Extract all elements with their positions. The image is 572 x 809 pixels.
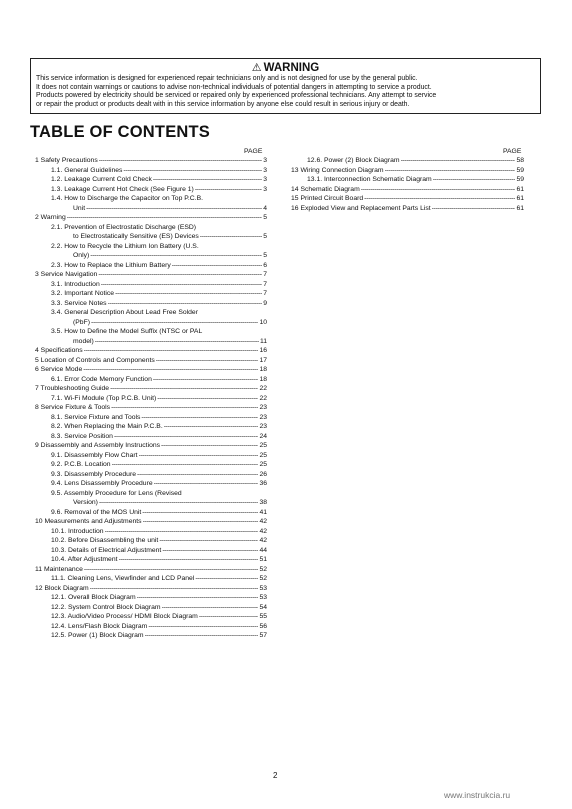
- toc-entry-page: 51: [259, 556, 267, 563]
- toc-entry-title: 8.3. Service Position: [51, 432, 113, 440]
- toc-entry[interactable]: [35, 384, 267, 394]
- toc-entry-leader: [115, 289, 262, 299]
- toc-entry[interactable]: [35, 280, 267, 290]
- toc-entry[interactable]: [291, 166, 524, 176]
- toc-entry[interactable]: [35, 413, 267, 423]
- toc-entry[interactable]: [35, 403, 267, 413]
- toc-entry[interactable]: [35, 251, 267, 261]
- toc-entry-leader: [84, 346, 259, 356]
- toc-entry[interactable]: [35, 631, 267, 641]
- toc-entry-leader: [172, 261, 262, 271]
- toc-entry[interactable]: [35, 365, 267, 375]
- toc-entry-leader: [145, 631, 259, 641]
- toc-entry[interactable]: [35, 346, 267, 356]
- toc-entry-page: 52: [259, 575, 267, 582]
- toc-entry[interactable]: [35, 337, 267, 347]
- toc-entry-title: 3.5. How to Define the Model Suffix (NTSC or PAL: [51, 328, 203, 335]
- toc-entry[interactable]: [291, 185, 524, 195]
- toc-entry[interactable]: [291, 194, 524, 204]
- toc-entry-title: 3.3. Service Notes: [51, 299, 107, 307]
- toc-entry[interactable]: [35, 565, 267, 575]
- toc-entry-title: 9.4. Lens Disassembly Procedure: [51, 480, 153, 487]
- warning-triangle-icon: ⚠: [251, 62, 262, 74]
- toc-entry-title: 3.4. General Description About Lead Free Solder: [51, 309, 198, 316]
- toc-entry-page: 61: [516, 195, 524, 202]
- toc-entry-leader: [432, 204, 516, 214]
- toc-entry-leader: [90, 251, 262, 261]
- toc-entry-title: (PbF): [73, 318, 90, 326]
- toc-entry[interactable]: [35, 175, 267, 185]
- toc-entry[interactable]: [291, 204, 524, 214]
- toc-entry-page: 22: [259, 385, 267, 392]
- toc-entry-leader: [164, 422, 259, 432]
- toc-entry-title: to Electrostatically Sensitive (ES) Devices: [73, 233, 199, 240]
- toc-entry[interactable]: [35, 394, 267, 404]
- toc-entry-title: 15 Printed Circuit Board: [291, 195, 364, 202]
- toc-entry-page: 41: [259, 508, 267, 516]
- toc-entry-title: 16 Exploded View and Replacement Parts List: [291, 204, 431, 212]
- toc-entry-page: 5: [263, 233, 267, 240]
- toc-entry-page: 3: [263, 166, 267, 174]
- toc-entry-title: 8.1. Service Fixture and Tools: [51, 413, 141, 421]
- toc-heading: TABLE OF CONTENTS: [30, 123, 211, 141]
- toc-entry-page: 36: [259, 480, 267, 487]
- toc-entry-title: 13.1. Interconnection Schematic Diagram: [307, 176, 432, 183]
- toc-entry-title: 4 Specifications: [35, 347, 83, 354]
- toc-entry-leader: [110, 384, 258, 394]
- toc-entry-page: 59: [516, 166, 524, 174]
- toc-entry-title: Unit: [73, 204, 86, 212]
- toc-entry-title: 10.2. Before Disassembling the unit: [51, 537, 159, 544]
- toc-entry-leader: [139, 451, 259, 461]
- toc-entry[interactable]: [35, 517, 267, 527]
- toc-entry[interactable]: [35, 612, 267, 622]
- toc-entry-leader: [161, 441, 258, 451]
- toc-entry[interactable]: [35, 422, 267, 432]
- warning-title: WARNING: [263, 62, 320, 74]
- toc-entry-title: 11.1. Cleaning Lens, Viewfinder and LCD Panel: [51, 575, 195, 582]
- toc-entry[interactable]: [35, 242, 267, 252]
- toc-entry-page: 53: [259, 584, 267, 592]
- toc-entry[interactable]: [35, 270, 267, 280]
- toc-entry-title: 7.1. Wi-Fi Module (Top P.C.B. Unit): [51, 394, 157, 402]
- toc-entry-leader: [98, 270, 262, 280]
- toc-entry-page: 44: [259, 546, 267, 554]
- toc-entry-leader: [119, 555, 259, 565]
- warning-title-row: [36, 62, 535, 75]
- toc-column-left: [35, 156, 267, 641]
- toc-entry-leader: [200, 232, 262, 242]
- toc-entry-page: 38: [259, 499, 267, 506]
- toc-entry-leader: [95, 337, 259, 347]
- toc-entry-page: 25: [259, 461, 267, 468]
- toc-entry-title: 9.6. Removal of the MOS Unit: [51, 508, 142, 516]
- toc-entry[interactable]: [35, 574, 267, 584]
- toc-entry-leader: [156, 356, 259, 366]
- toc-entry[interactable]: [35, 536, 267, 546]
- toc-entry-page: 9: [263, 299, 267, 307]
- toc-entry-leader: [162, 603, 259, 613]
- toc-entry-page: 57: [259, 632, 267, 639]
- toc-entry-leader: [84, 565, 259, 575]
- toc-entry-title: 14 Schematic Diagram: [291, 185, 360, 193]
- toc-entry-page: 58: [516, 157, 524, 164]
- toc-entry[interactable]: [291, 156, 524, 166]
- toc-entry[interactable]: [35, 289, 267, 299]
- warning-line-3: Products powered by electricity should be serviced or repaired only by experienced professional technicians. Any attempt to service: [36, 92, 437, 100]
- toc-entry-title: 10.3. Details of Electrical Adjustment: [51, 546, 162, 554]
- toc-entry-leader: [99, 156, 263, 166]
- toc-entry-title: 9.2. P.C.B. Location: [51, 461, 111, 468]
- toc-entry-page: 18: [259, 375, 267, 383]
- toc-entry-page: 56: [259, 622, 267, 630]
- toc-entry[interactable]: [35, 356, 267, 366]
- toc-entry-leader: [364, 194, 515, 204]
- toc-entry-title: 12.6. Power (2) Block Diagram: [307, 157, 400, 164]
- toc-entry-leader: [142, 508, 258, 518]
- toc-entry-leader: [114, 432, 258, 442]
- toc-entry-page: 3: [263, 157, 267, 164]
- toc-entry-page: 3: [263, 176, 267, 183]
- toc-entry-title: 12.2. System Control Block Diagram: [51, 603, 161, 611]
- toc-entry-leader: [105, 527, 259, 537]
- toc-entry[interactable]: [35, 213, 267, 223]
- toc-entry[interactable]: [35, 308, 267, 318]
- toc-entry-title: 10 Measurements and Adjustments: [35, 518, 142, 525]
- toc-entry-title: 12.5. Power (1) Block Diagram: [51, 632, 144, 639]
- toc-entry-page: 23: [259, 413, 267, 421]
- toc-entry[interactable]: [35, 232, 267, 242]
- toc-entry-page: 23: [259, 423, 267, 430]
- toc-entry-leader: [154, 479, 259, 489]
- toc-entry-page: 61: [516, 204, 524, 212]
- toc-entry-title: 12 Block Diagram: [35, 584, 89, 592]
- toc-entry-title: 13 Wiring Connection Diagram: [291, 166, 384, 174]
- toc-entry-leader: [101, 280, 262, 290]
- toc-entry-title: 10.4. After Adjustment: [51, 556, 118, 563]
- toc-entry-leader: [385, 166, 516, 176]
- toc-entry-title: 9.3. Disassembly Procedure: [51, 470, 136, 478]
- toc-entry-leader: [157, 394, 258, 404]
- toc-entry-title: 10.1. Introduction: [51, 527, 104, 535]
- toc-entry-leader: [137, 470, 258, 480]
- toc-entry-leader: [159, 536, 258, 546]
- toc-entry-page: 5: [263, 214, 267, 221]
- toc-entry-leader: [153, 375, 259, 385]
- toc-entry[interactable]: [35, 299, 267, 309]
- toc-entry-page: 3: [263, 185, 267, 193]
- toc-entry-page: 23: [259, 404, 267, 411]
- toc-entry[interactable]: [35, 375, 267, 385]
- toc-entry[interactable]: [35, 593, 267, 603]
- toc-entry-title: model): [73, 337, 94, 345]
- toc-entry-leader: [83, 365, 258, 375]
- toc-entry-page: 42: [259, 527, 267, 535]
- toc-entry-leader: [91, 318, 258, 328]
- toc-entry-page: 26: [259, 470, 267, 478]
- toc-entry-leader: [153, 175, 262, 185]
- toc-entry[interactable]: [35, 555, 267, 565]
- toc-entry-leader: [162, 546, 258, 556]
- toc-entry-title: 3.2. Important Notice: [51, 290, 115, 297]
- toc-entry-title: 11 Maintenance: [35, 565, 83, 573]
- toc-entry-page: 42: [259, 518, 267, 525]
- toc-entry-title: 1.3. Leakage Current Hot Check (See Figure 1): [51, 185, 194, 193]
- toc-entry[interactable]: [35, 441, 267, 451]
- toc-entry[interactable]: [35, 470, 267, 480]
- toc-entry[interactable]: [35, 460, 267, 470]
- toc-entry-title: 1.1. General Guidelines: [51, 166, 123, 174]
- warning-line-4: or repair the product or products dealt with in this service information by anyone else could result in serious injury or death.: [36, 100, 410, 108]
- toc-entry[interactable]: [35, 327, 267, 337]
- toc-entry[interactable]: [35, 223, 267, 233]
- toc-entry[interactable]: [35, 603, 267, 613]
- toc-entry-page: 25: [259, 451, 267, 459]
- toc-entry[interactable]: [35, 156, 267, 166]
- toc-entry-page: 7: [263, 290, 267, 297]
- watermark: www.instrukcia.ru: [444, 790, 511, 800]
- toc-entry-leader: [195, 185, 262, 195]
- toc-column-right: [291, 156, 524, 213]
- toc-entry-title: 6.1. Error Code Memory Function: [51, 375, 152, 383]
- toc-entry-page: 53: [259, 594, 267, 601]
- toc-entry-leader: [137, 593, 259, 603]
- toc-entry-title: 9.1. Disassembly Flow Chart: [51, 451, 138, 459]
- toc-entry-title: 12.1. Overall Block Diagram: [51, 594, 136, 601]
- toc-entry-leader: [123, 166, 262, 176]
- toc-entry-page: 22: [259, 394, 267, 402]
- toc-entry-page: 4: [263, 204, 267, 212]
- toc-entry[interactable]: [35, 261, 267, 271]
- toc-entry-title: 2 Warning: [35, 214, 66, 221]
- toc-entry[interactable]: [35, 194, 267, 204]
- toc-entry-title: 3 Service Navigation: [35, 271, 98, 278]
- toc-entry-leader: [112, 460, 259, 470]
- toc-entry[interactable]: [35, 498, 267, 508]
- toc-entry-page: 61: [516, 185, 524, 193]
- toc-entry-title: 6 Service Mode: [35, 366, 83, 373]
- toc-entry[interactable]: [35, 185, 267, 195]
- toc-entry[interactable]: [35, 479, 267, 489]
- toc-entry-leader: [141, 413, 258, 423]
- toc-entry-page: 42: [259, 537, 267, 544]
- toc-entry-title: 8.2. When Replacing the Main P.C.B.: [51, 423, 163, 430]
- toc-entry[interactable]: [35, 527, 267, 537]
- toc-entry-title: 1 Safety Precautions: [35, 157, 98, 164]
- toc-entry[interactable]: [35, 166, 267, 176]
- toc-entry-leader: [401, 156, 516, 166]
- toc-entry[interactable]: [35, 622, 267, 632]
- toc-entry-title: 2.3. How to Replace the Lithium Battery: [51, 261, 171, 269]
- toc-entry-leader: [433, 175, 516, 185]
- toc-entry[interactable]: [35, 546, 267, 556]
- toc-entry-leader: [195, 574, 258, 584]
- page-column-label-left: PAGE: [244, 148, 263, 155]
- toc-entry-title: 7 Troubleshooting Guide: [35, 385, 110, 392]
- toc-entry-title: 8 Service Fixture & Tools: [35, 404, 111, 411]
- toc-entry-leader: [86, 204, 262, 214]
- toc-entry-page: 7: [263, 271, 267, 278]
- toc-entry-page: 54: [259, 603, 267, 611]
- toc-entry-leader: [111, 403, 258, 413]
- toc-entry-page: 11: [259, 337, 267, 345]
- toc-entry[interactable]: [35, 432, 267, 442]
- toc-entry-leader: [148, 622, 258, 632]
- toc-entry-leader: [108, 299, 263, 309]
- warning-line-1: This service information is designed for experienced repair technicians only and is not designed for use by the general public.: [36, 75, 418, 82]
- toc-entry-title: 2.2. How to Recycle the Lithium Ion Battery (U.S.: [51, 242, 199, 250]
- toc-entry-leader: [99, 498, 259, 508]
- toc-entry-title: 2.1. Prevention of Electrostatic Discharge (ESD): [51, 223, 197, 231]
- toc-entry-title: 1.4. How to Discharge the Capacitor on Top P.C.B.: [51, 195, 204, 202]
- toc-entry-title: 3.1. Introduction: [51, 280, 100, 288]
- toc-entry[interactable]: [35, 508, 267, 518]
- toc-entry[interactable]: [35, 318, 267, 328]
- page-number: 2: [273, 771, 278, 780]
- toc-entry-page: 6: [263, 261, 267, 269]
- toc-entry-page: 7: [263, 280, 267, 288]
- warning-box: [30, 58, 541, 114]
- toc-entry-page: 24: [259, 432, 267, 440]
- toc-entry[interactable]: [35, 489, 267, 499]
- toc-entry-page: 25: [259, 442, 267, 449]
- toc-entry-title: 9 Disassembly and Assembly Instructions: [35, 442, 161, 449]
- toc-entry-leader: [67, 213, 262, 223]
- toc-entry[interactable]: [35, 204, 267, 214]
- toc-entry-page: 10: [259, 318, 267, 326]
- toc-entry[interactable]: [291, 175, 524, 185]
- toc-entry-page: 52: [259, 565, 267, 573]
- toc-entry-leader: [361, 185, 516, 195]
- toc-entry-title: Only): [73, 252, 90, 259]
- warning-line-2: It does not contain warnings or cautions to advise non-technical individuals of potential dangers in attempting to service a product.: [36, 83, 432, 91]
- page-column-label-right: PAGE: [503, 148, 522, 155]
- toc-entry-title: Version): [73, 499, 98, 506]
- toc-entry-title: 12.3. Audio/Video Process/ HDMI Block Diagram: [51, 613, 198, 620]
- toc-entry-page: 59: [516, 176, 524, 183]
- toc-entry-title: 9.5. Assembly Procedure for Lens (Revised: [51, 489, 182, 497]
- toc-entry-page: 18: [259, 366, 267, 373]
- toc-entry[interactable]: [35, 584, 267, 594]
- toc-entry-page: 55: [259, 613, 267, 620]
- toc-entry-page: 16: [259, 347, 267, 354]
- toc-entry-title: 1.2. Leakage Current Cold Check: [51, 176, 152, 183]
- toc-entry-title: 12.4. Lens/Flash Block Diagram: [51, 622, 148, 630]
- toc-entry-page: 17: [259, 356, 267, 364]
- toc-entry[interactable]: [35, 451, 267, 461]
- toc-entry-page: 5: [263, 252, 267, 259]
- toc-entry-leader: [199, 612, 259, 622]
- toc-entry-leader: [143, 517, 259, 527]
- toc-entry-title: 5 Location of Controls and Components: [35, 356, 155, 364]
- toc-entry-leader: [90, 584, 259, 594]
